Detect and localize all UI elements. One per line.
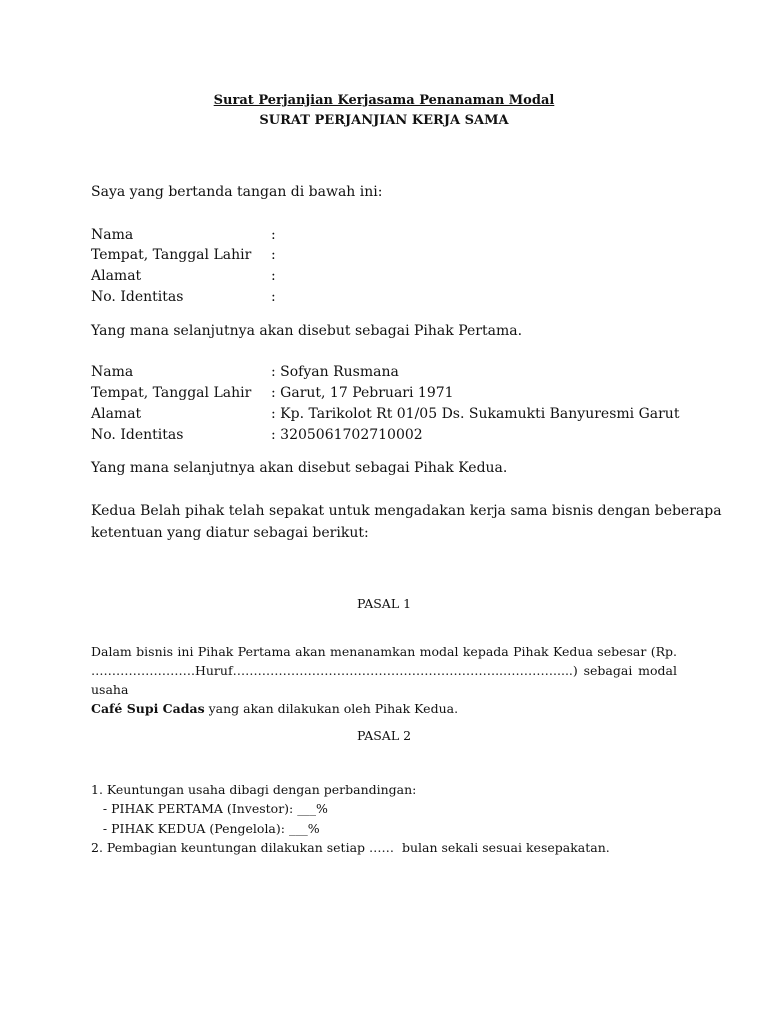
party1-value-identitas: :	[271, 289, 276, 305]
party1-value-nama: :	[271, 227, 276, 243]
party2-label-alamat: Alamat	[91, 406, 142, 422]
party2-value-identitas: : 3205061702710002	[271, 427, 423, 443]
intro-text: Saya yang bertanda tangan di bawah ini:	[91, 184, 383, 200]
pasal-1-line-1: Dalam bisnis ini Pihak Pertama akan menanamkan modal kepada Pihak Kedua sebesar (Rp.	[91, 644, 677, 659]
agreement-line-2: ketentuan yang diatur sebagai berikut:	[91, 525, 369, 541]
pasal-2-item-1: 1. Keuntungan usaha dibagi dengan perbandingan:	[91, 782, 417, 797]
pasal-1-line-3-rest: yang akan dilakukan oleh Pihak Kedua.	[204, 701, 459, 716]
pasal-1-line-2: …………………….Huruf………………………………………………………..………….....) sebagai modal usaha	[91, 663, 677, 697]
party2-label-identitas: No. Identitas	[91, 427, 184, 443]
party2-label-ttl: Tempat, Tanggal Lahir	[91, 385, 252, 401]
party2-value-nama: : Sofyan Rusmana	[271, 364, 399, 380]
pasal-1-line-3	[91, 699, 677, 718]
pasal-2-heading: PASAL 2	[356, 728, 412, 743]
party1-value-alamat: :	[271, 268, 276, 284]
party1-label-nama: Nama	[91, 227, 134, 243]
document-title: Surat Perjanjian Kerjasama Penanaman Modal	[213, 93, 555, 108]
pasal-1-heading: PASAL 1	[356, 596, 412, 611]
party2-value-ttl: : Garut, 17 Pebruari 1971	[271, 385, 454, 401]
pasal-2-item-2: - PIHAK PERTAMA (Investor): ___%	[91, 801, 328, 816]
pasal-2-item-3: - PIHAK KEDUA (Pengelola): ___%	[91, 821, 320, 836]
agreement-line-1: Kedua Belah pihak telah sepakat untuk mengadakan kerja sama bisnis dengan beberapa	[91, 503, 722, 519]
business-name: Café Supi Cadas	[91, 701, 205, 716]
party2-label-nama: Nama	[91, 364, 134, 380]
party2-note: Yang mana selanjutnya akan disebut sebagai Pihak Kedua.	[91, 460, 508, 476]
party1-label-identitas: No. Identitas	[91, 289, 184, 305]
party1-label-alamat: Alamat	[91, 268, 142, 284]
party1-label-ttl: Tempat, Tanggal Lahir	[91, 247, 252, 263]
party1-value-ttl: :	[271, 247, 276, 263]
pasal-2-item-4: 2. Pembagian keuntungan dilakukan setiap …… bulan sekali sesuai kesepakatan.	[91, 840, 610, 855]
party1-note: Yang mana selanjutnya akan disebut sebagai Pihak Pertama.	[91, 323, 523, 339]
document-subtitle: SURAT PERJANJIAN KERJA SAMA	[259, 113, 509, 128]
pasal-1-paragraph	[91, 642, 677, 718]
party2-value-alamat: : Kp. Tarikolot Rt 01/05 Ds. Sukamukti Banyuresmi Garut	[271, 406, 680, 422]
